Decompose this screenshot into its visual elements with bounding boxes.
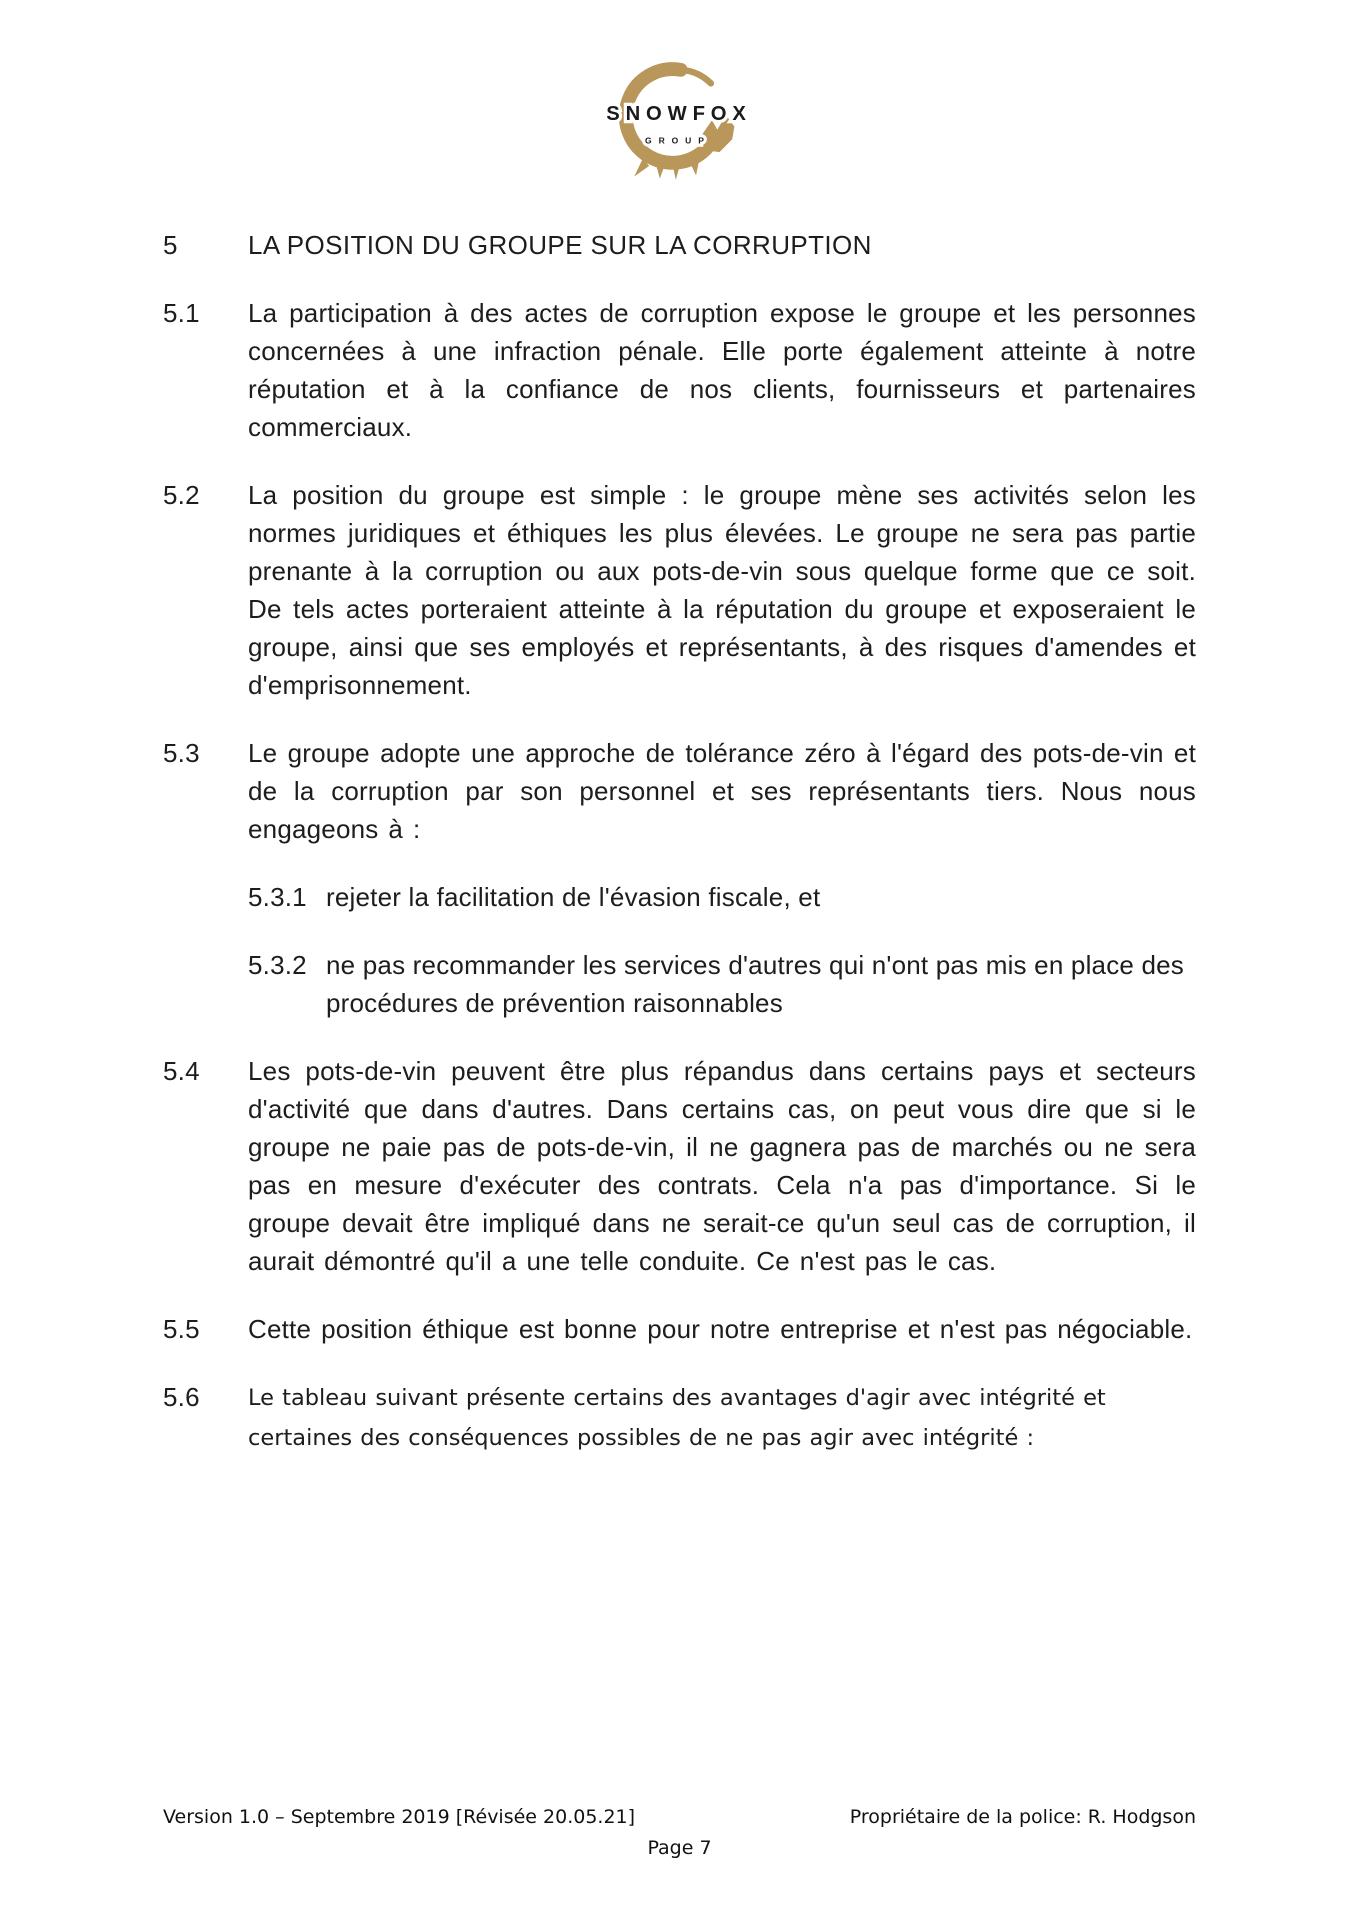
subsection-text: ne pas recommander les services d'autres qui n'ont pas mis en place des procédures de prévention raisonnables <box>326 950 1185 1018</box>
footer-version: Version 1.0 – Septembre 2019 [Révisée 20.05.21] <box>163 1806 636 1828</box>
page-footer <box>163 1806 1196 1859</box>
paragraph-number: 5.6 <box>163 1382 200 1412</box>
paragraph-number: 5.5 <box>163 1314 200 1344</box>
footer-owner: Propriétaire de la police: R. Hodgson <box>849 1806 1196 1828</box>
subsection-5-3-1 <box>248 878 1196 916</box>
paragraph-text: La participation à des actes de corruption expose le groupe et les personnes concernées à une infraction pénale. Elle porte également atteinte à notre réputation et à la confiance de nos clients, fournisseurs et partenaires commerciaux. <box>248 298 1196 442</box>
subsection-5-3-2 <box>248 946 1196 1022</box>
page-title: LA POSITION DU GROUPE SUR LA CORRUPTION <box>248 230 872 260</box>
paragraph-number: 5.1 <box>163 298 200 328</box>
section-5-6 <box>163 1378 1196 1458</box>
snowfox-logo-graphic <box>591 52 767 184</box>
page-number: Page 7 <box>647 1837 712 1859</box>
footer-line <box>163 1806 1196 1828</box>
heading-number: 5 <box>163 230 178 260</box>
subsection-number: 5.3.2 <box>248 950 307 980</box>
paragraph-number: 5.3 <box>163 738 200 768</box>
paragraph-text: Le tableau suivant présente certains des avantages d'agir avec intégrité et certaines des conséquences possibles de ne pas agir avec intégrité : <box>248 1385 1106 1451</box>
section-5-1 <box>163 294 1196 446</box>
section-5-3 <box>163 734 1196 1022</box>
section-5-2 <box>163 476 1196 704</box>
section-5-3-content <box>248 734 1196 1022</box>
paragraph-number: 5.2 <box>163 480 200 510</box>
section-5-4 <box>163 1052 1196 1280</box>
paragraph-text: Les pots-de-vin peuvent être plus répandus dans certains pays et secteurs d'activité que dans d'autres. Dans certains cas, on peut vous dire que si le groupe ne paie pas de pots-de-vin, il ne gagnera pas de marchés ou ne sera pas en mesure d'exécuter des contrats. Cela n'a pas d'importance. Si le groupe devait être impliqué dans ne serait-ce qu'un seul cas de corruption, il aurait démontré qu'il a une telle conduite. Ce n'est pas le cas. <box>248 1056 1196 1276</box>
document-body <box>163 226 1196 1488</box>
brand-subtitle: GROUP <box>645 135 711 146</box>
brand-name: SNOWFOX <box>606 103 752 126</box>
subsection-text: rejeter la facilitation de l'évasion fiscale, et <box>326 882 821 912</box>
subsection-list <box>248 878 1196 1022</box>
paragraph-text: Le groupe adopte une approche de tolérance zéro à l'égard des pots-de-vin et de la corruption par son personnel et ses représentants tiers. Nous nous engageons à : <box>248 738 1196 844</box>
section-5-5 <box>163 1310 1196 1348</box>
paragraph-text: La position du groupe est simple : le groupe mène ses activités selon les normes juridiques et éthiques les plus élevées. Le groupe ne sera pas partie prenante à la corruption ou aux pots-de-vin sous quelque forme que ce soit. De tels actes porteraient atteinte à la réputation du groupe et exposeraient le groupe, ainsi que ses employés et représentants, à des risques d'amendes et d'emprisonnement. <box>248 480 1196 700</box>
paragraph-text: Cette position éthique est bonne pour notre entreprise et n'est pas négociable. <box>248 1314 1193 1344</box>
subsection-number: 5.3.1 <box>248 882 307 912</box>
paragraph-number: 5.4 <box>163 1056 200 1086</box>
section-heading <box>163 226 1196 264</box>
company-logo <box>591 52 767 184</box>
